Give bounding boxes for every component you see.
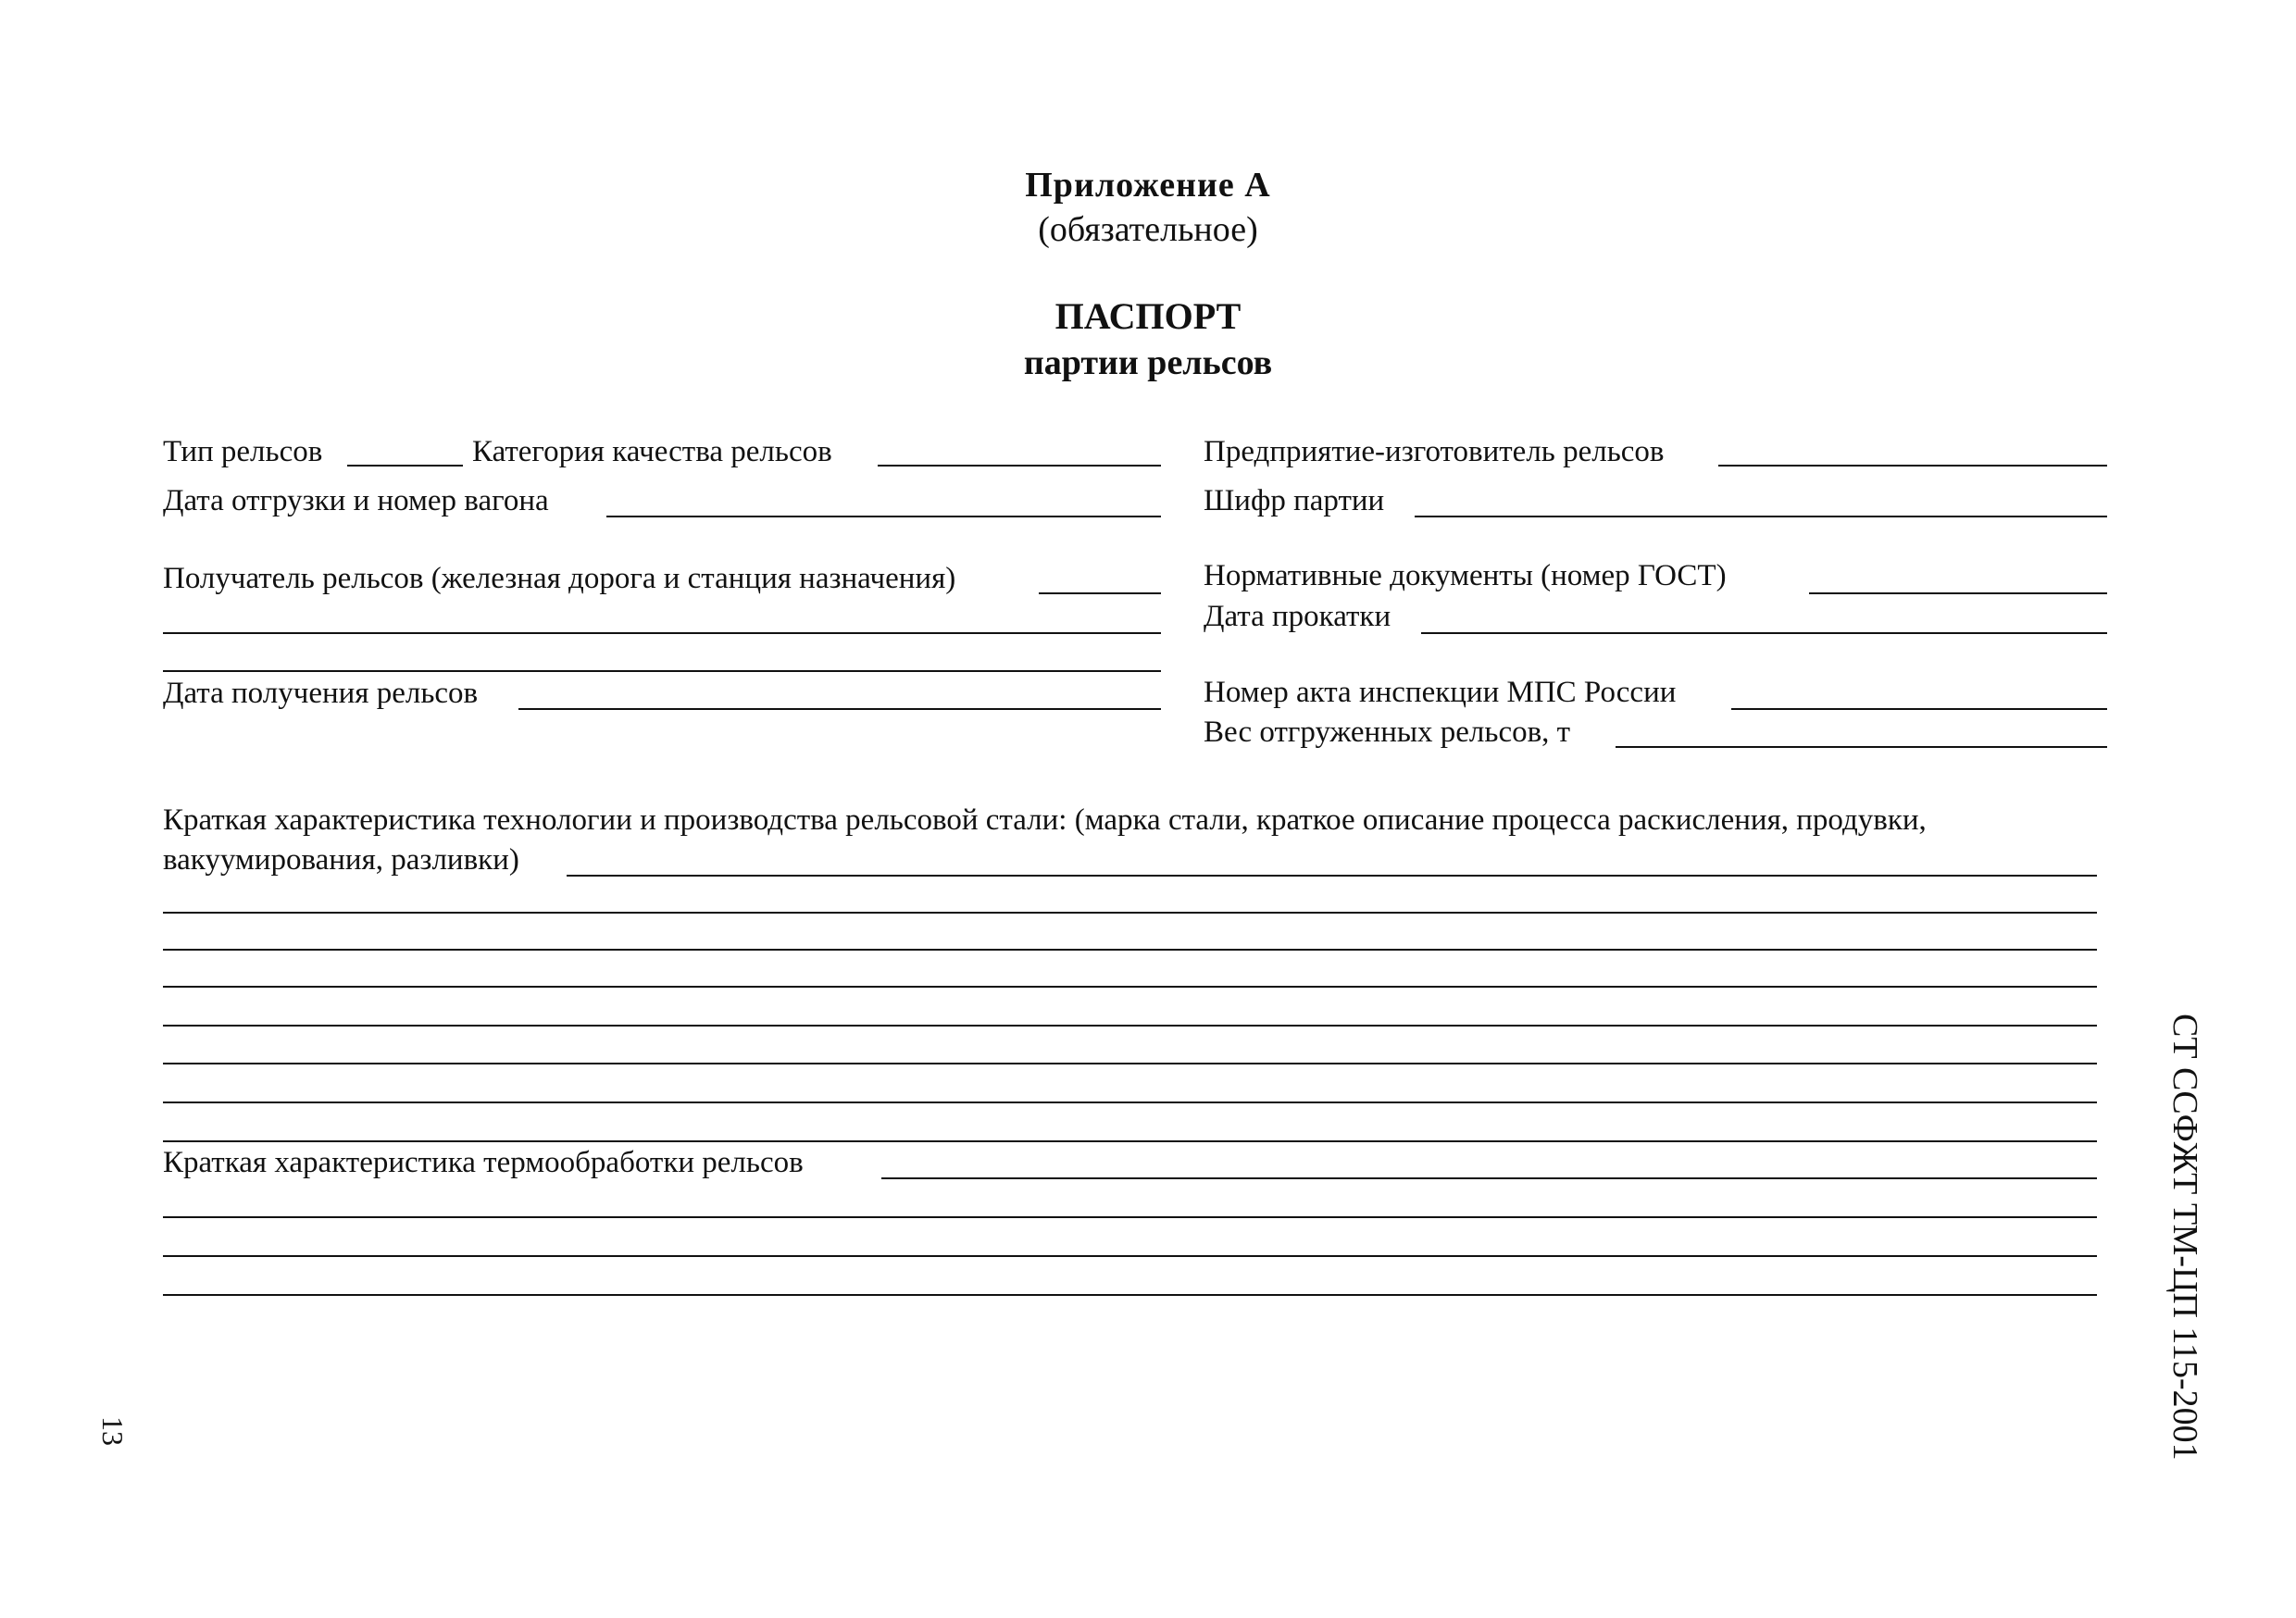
rail-type-field[interactable]	[347, 465, 463, 467]
manufacturer-label: Предприятие-изготовитель рельсов	[1204, 435, 1665, 468]
shipment-date-wagon-field[interactable]	[606, 516, 1161, 517]
heat-treatment-field-line[interactable]	[163, 1294, 2097, 1296]
receipt-date-field[interactable]	[518, 708, 1161, 710]
steel-tech-label-continued: вакуумирования, разливки)	[163, 843, 519, 877]
page-number: 13	[96, 1416, 130, 1446]
rolling-date-label: Дата прокатки	[1204, 600, 1391, 633]
normative-docs-field[interactable]	[1809, 592, 2107, 594]
shipment-date-wagon-label: Дата отгрузки и номер вагона	[163, 484, 549, 517]
rail-type-label: Тип рельсов	[163, 435, 323, 468]
shipped-weight-field[interactable]	[1616, 746, 2107, 748]
receipt-date-label: Дата получения рельсов	[163, 677, 479, 710]
recipient-field-line-2[interactable]	[163, 632, 1161, 634]
steel-tech-field-line[interactable]	[163, 912, 2097, 914]
page-title: ПАСПОРТ	[1054, 295, 1242, 337]
normative-docs-label: Нормативные документы (номер ГОСТ)	[1204, 559, 1727, 592]
steel-tech-field-line[interactable]	[163, 1025, 2097, 1027]
shipped-weight-label: Вес отгруженных рельсов, т	[1204, 716, 1571, 749]
heat-treatment-field-line[interactable]	[163, 1216, 2097, 1218]
steel-tech-field[interactable]	[567, 875, 2097, 877]
rolling-date-field[interactable]	[1421, 632, 2107, 634]
page-subtitle: партии рельсов	[1023, 343, 1273, 382]
steel-tech-field-line[interactable]	[163, 1140, 2097, 1142]
batch-code-label: Шифр партии	[1204, 484, 1385, 517]
manufacturer-field[interactable]	[1718, 465, 2107, 467]
steel-tech-field-line[interactable]	[163, 986, 2097, 988]
recipient-field[interactable]	[1039, 592, 1161, 594]
quality-category-label: Категория качества рельсов	[472, 435, 832, 468]
steel-tech-field-line[interactable]	[163, 1101, 2097, 1103]
appendix-label: Приложение А	[1025, 166, 1271, 205]
heat-treatment-label: Краткая характеристика термообработки рельсов	[163, 1146, 804, 1179]
steel-tech-label: Краткая характеристика технологии и производства рельсовой стали: (марка стали, краткое описание процесса раскисления, продувки,	[163, 803, 1927, 837]
heat-treatment-field-line[interactable]	[163, 1255, 2097, 1257]
steel-tech-field-line[interactable]	[163, 1063, 2097, 1064]
recipient-field-line-3[interactable]	[163, 670, 1161, 672]
batch-code-field[interactable]	[1415, 516, 2107, 517]
quality-category-field[interactable]	[878, 465, 1161, 467]
document-code: СТ ССФЖТ ТМ-ЦП 115-2001	[2165, 1014, 2204, 1461]
recipient-label: Получатель рельсов (железная дорога и станция назначения)	[163, 562, 956, 595]
inspection-act-field[interactable]	[1731, 708, 2107, 710]
appendix-mandatory: (обязательное)	[1038, 210, 1258, 249]
steel-tech-field-line[interactable]	[163, 949, 2097, 951]
heat-treatment-field[interactable]	[881, 1177, 2097, 1179]
inspection-act-label: Номер акта инспекции МПС России	[1204, 676, 1677, 709]
